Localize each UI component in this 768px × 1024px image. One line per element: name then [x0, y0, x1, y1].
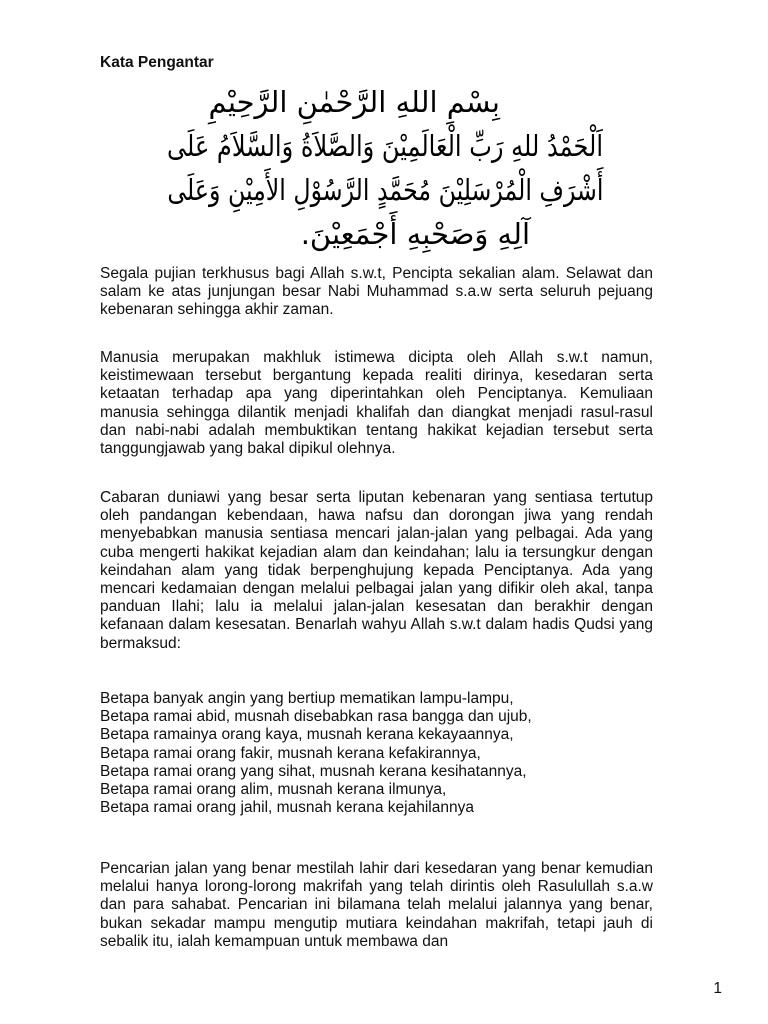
arabic-line-salawat: أَشْرَفِ الْمُرْسَلِيْنَ مُحَمَّدٍ الرَّسُوْلِ الأَمِيْنِ وَعَلَى [166, 173, 603, 207]
paragraph-1: Segala pujian terkhusus bagi Allah s.w.t, Pencipta sekalian alam. Selawat dan salam ke atas junjungan besar Nabi Muhammad s.a.w serta seluruh pejuang kebenaran sehingga akhir zaman. [100, 265, 653, 319]
quote-line: Betapa banyak angin yang bertiup mematikan lampu-lampu, [100, 690, 514, 707]
quote-line: Betapa ramai orang yang sihat, musnah kerana kesihatannya, [100, 762, 527, 780]
quote-line: Betapa ramainya orang kaya, musnah kerana kekayaannya, [100, 726, 514, 744]
quote-line: Betapa ramai orang fakir, musnah kerana kefakirannya, [100, 744, 481, 762]
hadith-quote-lines [100, 690, 660, 817]
arabic-line-basmalah: بِسْمِ اللهِ الرَّحْمٰنِ الرَّحِيْمِ [208, 85, 500, 119]
arabic-opening-calligraphy [166, 82, 603, 258]
paragraph-3: Cabaran duniawi yang besar serta liputan kebenaran yang sentiasa tertutup oleh pandangan kebendaan, hawa nafsu dan dorongan jiwa yang rendah menyebabkan manusia sentiasa mencari jalan-jalan yang pelbagai. Ada yang cuba mengerti hakikat kejadian alam dan keindahan; lalu ia tersungkur dengan keindahan alam yang tidak berpenghujung kepada Penciptanya. Ada yang mencari kedamaian dengan melalui pelbagai jalan yang difikir oleh akal, tanpa panduan Ilahi; lalu ia melalui jalan-jalan kesesatan dan berakhir dengan kefanaan dalam kesesatan. Benarlah wahyu Allah s.w.t dalam hadis Qudsi yang bermaksud: [100, 489, 653, 652]
quote-line: Betapa ramai abid, musnah disebabkan rasa bangga dan ujub, [100, 708, 532, 726]
page-number: 1 [713, 980, 722, 997]
page-heading: Kata Pengantar [100, 54, 214, 71]
arabic-line-closing: آلِهِ وَصَحْبِهِ أَجْمَعِيْنَ. [300, 217, 530, 251]
paragraph-4: Pencarian jalan yang benar mestilah lahir dari kesedaran yang benar kemudian melalui hanya lorong-lorong makrifah yang telah dirintis oleh Rasulullah s.a.w dan para sahabat. Pencarian ini bilamana telah melalui jalannya yang benar, bukan sekadar mampu mengutip mutiara keindahan makrifah, tetapi jauh di sebalik itu, ialah kemampuan untuk membawa dan [100, 860, 653, 950]
paragraph-2: Manusia merupakan makhluk istimewa dicipta oleh Allah s.w.t namun, keistimewaan tersebut bergantung kepada realiti dirinya, kesedaran serta ketaatan terhadap apa yang diperintahkan oleh Penciptanya. Kemuliaan manusia sehingga dilantik menjadi khalifah dan diangkat menjadi rasul-rasul dan nabi-nabi adalah membuktikan tentang hakikat kejadian tersebut serta tanggungjawab yang bakal dipikul olehnya. [100, 349, 653, 458]
quote-line: Betapa ramai orang alim, musnah kerana ilmunya, [100, 781, 447, 799]
arabic-line-hamdalah: اَلْحَمْدُ للهِ رَبِّ الْعَالَمِيْنَ وَالصَّلاَةُ وَالسَّلاَمُ عَلَى [166, 129, 603, 163]
quote-line: Betapa ramai orang jahil, musnah kerana kejahilannya [100, 799, 474, 817]
